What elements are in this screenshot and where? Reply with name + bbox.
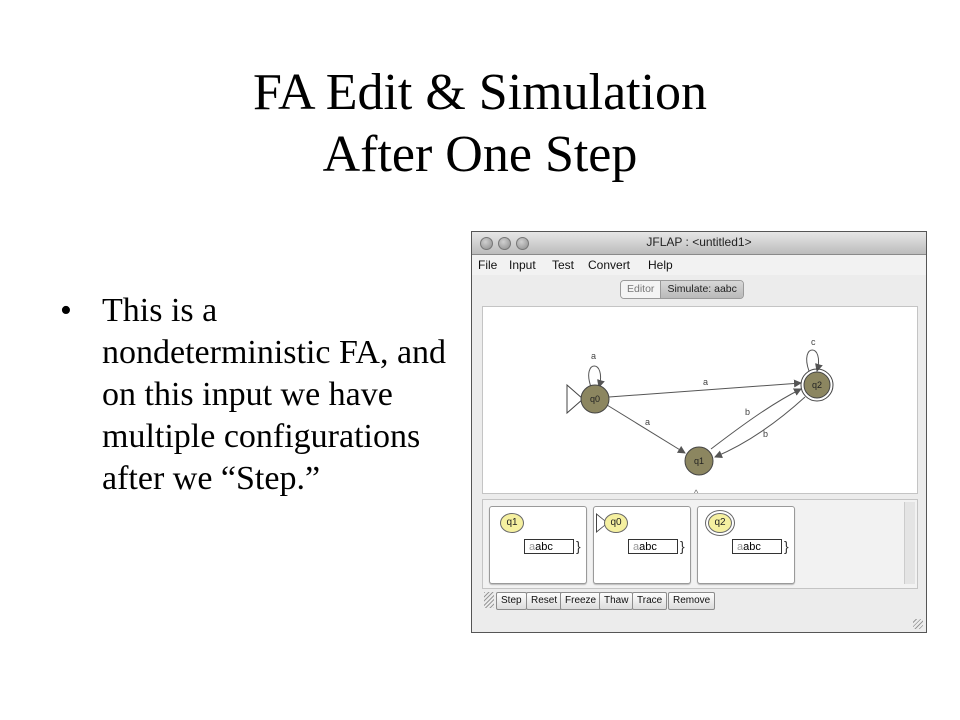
menu-help[interactable]: Help [648,258,673,272]
menu-input[interactable]: Input [509,258,536,272]
tape-consumed: a [529,541,536,553]
state-label-q2: q2 [811,380,823,390]
transition-label-q2-q2: c [811,337,816,347]
bullet-symbol: • [60,292,72,329]
menu-convert[interactable]: Convert [588,258,631,272]
transition-q0-q0 [589,366,601,387]
automaton-canvas[interactable] [482,306,918,494]
slide-title-line-1: FA Edit & Simulation [252,64,708,121]
menu-file[interactable]: File [478,258,498,272]
tape-consumed: a [633,541,640,553]
automaton-diagram [483,307,917,493]
configuration-tape [732,539,782,554]
freeze-button[interactable]: Freeze [560,592,601,610]
window-titlebar[interactable] [472,232,926,255]
step-button[interactable]: Step [496,592,527,610]
simulation-toolbar [482,590,916,612]
tape-consumed: a [737,541,744,553]
view-tabs [620,280,744,299]
tape-remaining: abc [535,541,553,553]
tape-end-icon: } [576,538,581,554]
divider-arrow-icon[interactable]: ^ [694,488,699,498]
configuration-tape [628,539,678,554]
transition-q0-q1 [607,405,685,453]
bullet-text: This is a nondeterministic FA, and on this input we have multiple configurations after we “Step.” [102,292,447,497]
tab-simulate[interactable]: Simulate: aabc [661,281,742,298]
configuration-card[interactable] [593,506,691,584]
window-title: JFLAP : <untitled1> [646,235,752,249]
transition-q1-q2 [711,389,801,449]
slide-title [0,62,960,186]
state-label-q0: q0 [589,394,601,404]
configuration-tape [524,539,574,554]
state-label-q1: q1 [693,456,705,466]
configurations-panel [482,499,918,589]
tape-end-icon: } [680,538,685,554]
transition-label-q1-q2: b [745,407,751,417]
configuration-state: q1 [500,513,524,533]
tape-remaining: abc [639,541,657,553]
menu-test[interactable]: Test [552,258,575,272]
transition-label-q0-q1: a [645,417,651,427]
transition-label-q2-q1: b [763,429,769,439]
tape-end-icon: } [784,538,789,554]
slide-title-line-2: After One Step [322,126,638,183]
transition-q2-q1 [715,397,805,457]
transition-label-q0-q0: a [591,351,597,361]
tape-remaining: abc [743,541,761,553]
menu-bar [472,255,926,275]
toolbar-grip-icon[interactable] [484,592,494,608]
thaw-button[interactable]: Thaw [599,592,633,610]
configuration-state: q0 [604,513,628,533]
transition-q2-q2 [807,350,819,371]
configuration-card[interactable] [697,506,795,584]
tab-editor[interactable]: Editor [621,281,661,298]
configuration-state: q2 [708,513,732,533]
resize-grip-icon[interactable] [913,619,923,629]
configuration-card[interactable] [489,506,587,584]
vertical-scrollbar[interactable] [904,502,915,584]
reset-button[interactable]: Reset [526,592,562,610]
transition-label-q0-q2: a [703,377,709,387]
jflap-window [471,231,927,633]
trace-button[interactable]: Trace [632,592,667,610]
remove-button[interactable]: Remove [668,592,715,610]
